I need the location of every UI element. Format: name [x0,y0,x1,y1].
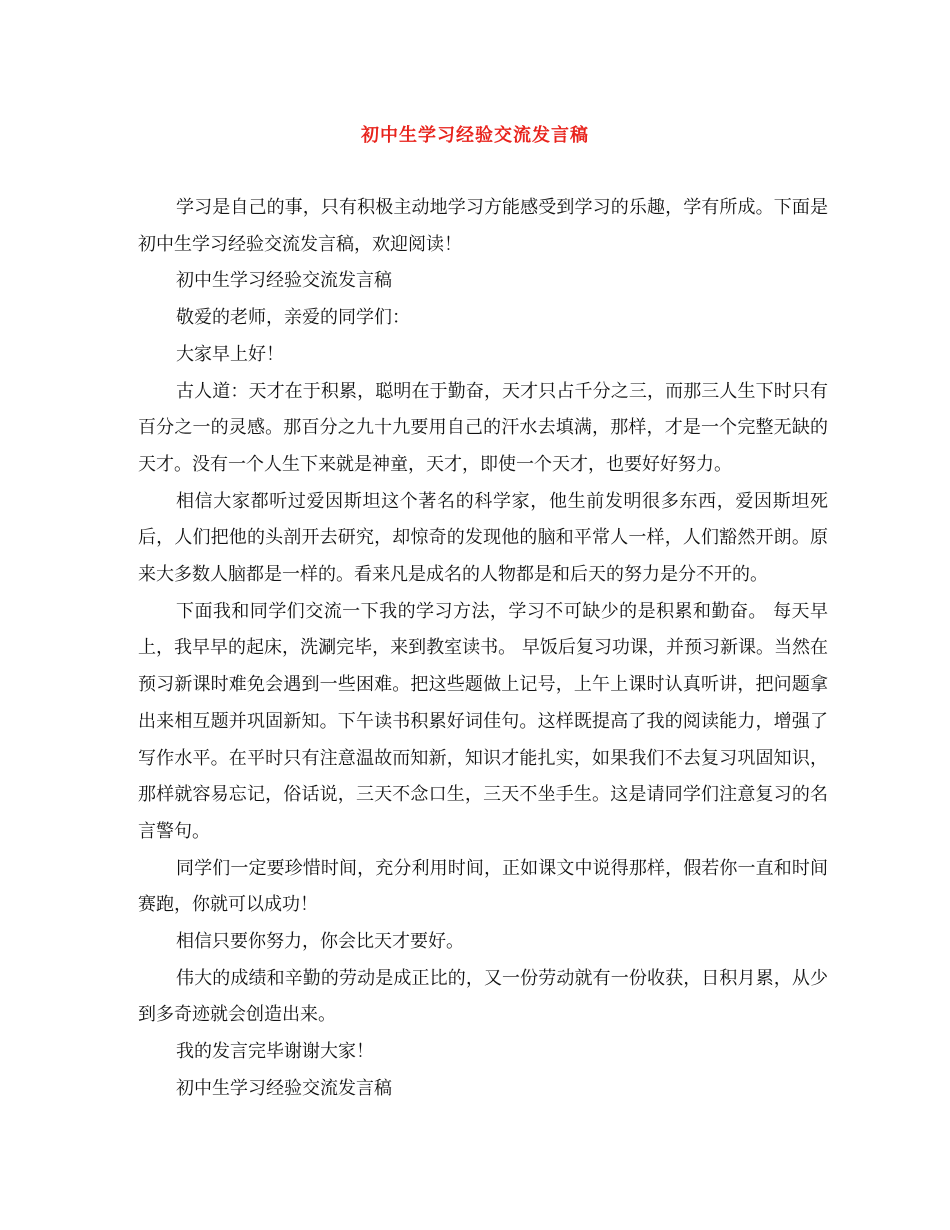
paragraph-time: 同学们一定要珍惜时间，充分利用时间，正如课文中说得那样，假若你一直和时间赛跑，你就可以成功！ [138,857,828,916]
paragraph-heading: 初中生学习经验交流发言稿 [176,270,392,292]
paragraph-ancients: 古人道：天才在于积累，聪明在于勤奋，天才只占千分之三，而那三人生下时只有百分之一的灵感。那百分之九十九要用自己的汗水去填满，那样，才是一个完整无缺的天才。没有一个人生下来就是神童，天才，即使一个天才，也要好好努力。 [138,380,828,475]
paragraph-effort: 相信只要你努力，你会比天才要好。 [176,931,464,953]
paragraph-salutation: 敬爱的老师，亲爱的同学们： [176,307,410,329]
paragraph-intro: 学习是自己的事，只有积极主动地学习方能感受到学习的乐趣，学有所成。下面是初中生学习经验交流发言稿，欢迎阅读！ [138,197,828,255]
document-title: 初中生学习经验交流发言稿 [361,125,589,146]
paragraph-greeting: 大家早上好！ [176,343,284,365]
paragraph-study-method: 下面我和同学们交流一下我的学习方法，学习不可缺少的是积累和勤奋。 每天早上，我早早的起床，洗涮完毕，来到教室读书。 早饭后复习功课，并预习新课。当然在预习新课时难免会遇到一些困难。把这些题做上记号，上午上课时认真听讲，把问题拿出来相互题并巩固新知。下午读书积累好词佳句。这样既提高了我的阅读能力，增强了写作水平。在平时只有注意温故而知新，知识才能扎实，如果我们不去复习巩固知识，那样就容易忘记，俗话说，三天不念口生，三天不坐手生。这是请同学们注意复习的名言警句。 [138,600,828,842]
paragraph-labor: 伟大的成绩和辛勤的劳动是成正比的，又一份劳动就有一份收获，日积月累，从少到多奇迹就会创造出来。 [138,967,828,1026]
paragraph-footer-title: 初中生学习经验交流发言稿 [176,1077,392,1099]
paragraph-closing: 我的发言完毕谢谢大家！ [176,1041,374,1063]
document-body [138,190,828,1108]
paragraph-einstein: 相信大家都听过爱因斯坦这个著名的科学家，他生前发明很多东西，爱因斯坦死后，人们把他的头剖开去研究，却惊奇的发现他的脑和平常人一样，人们豁然开朗。原来大多数人脑都是一样的。看来凡是成名的人物都是和后天的努力是分不开的。 [138,490,828,586]
